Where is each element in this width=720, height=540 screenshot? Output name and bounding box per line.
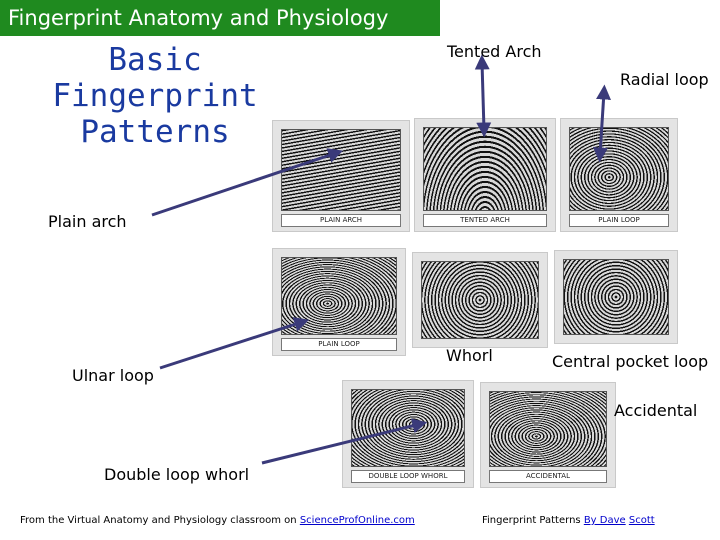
scanned-page-edge <box>652 250 688 500</box>
footer-right-link-scott[interactable]: Scott <box>628 515 655 526</box>
heading-line-1: Basic <box>108 42 202 78</box>
fingerprint-image <box>351 389 465 467</box>
label-radial-loop: Radial loop <box>620 70 709 89</box>
footer-left <box>20 515 415 526</box>
footer-right-link-by[interactable]: By Dave <box>583 515 626 526</box>
card-tented-arch <box>414 118 556 232</box>
label-whorl: Whorl <box>446 346 493 365</box>
slide-title: Fingerprint Anatomy and Physiology <box>8 6 389 30</box>
label-double-loop-whorl: Double loop whorl <box>104 465 250 484</box>
footer-left-text: From the Virtual Anatomy and Physiology classroom on <box>20 515 297 526</box>
label-plain-arch: Plain arch <box>48 212 127 231</box>
card-caption: ACCIDENTAL <box>489 470 607 483</box>
footer-left-link[interactable]: ScienceProfOnline.com <box>299 515 415 526</box>
fingerprint-image <box>421 261 539 339</box>
fingerprint-image <box>281 129 401 211</box>
card-caption: TENTED ARCH <box>423 214 547 227</box>
card-caption: PLAIN LOOP <box>281 338 397 351</box>
footer-right <box>482 515 655 526</box>
card-caption: PLAIN ARCH <box>281 214 401 227</box>
label-central-pocket-loop: Central pocket loop <box>552 352 709 371</box>
fingerprint-image <box>569 127 669 211</box>
label-tented-arch: Tented Arch <box>447 42 542 61</box>
page-heading <box>40 42 270 150</box>
footer-right-text: Fingerprint Patterns <box>482 515 581 526</box>
label-ulnar-loop: Ulnar loop <box>72 366 154 385</box>
card-plain-loop-mid <box>272 248 406 356</box>
card-double-loop-whorl <box>342 380 474 488</box>
card-plain-loop-top <box>560 118 678 232</box>
card-caption: PLAIN LOOP <box>569 214 669 227</box>
label-accidental: Accidental <box>614 401 698 420</box>
card-plain-arch <box>272 120 410 232</box>
fingerprint-image <box>489 391 607 467</box>
card-caption: DOUBLE LOOP WHORL <box>351 470 465 483</box>
card-accidental <box>480 382 616 488</box>
card-whorl <box>412 252 548 348</box>
slide-title-bar <box>0 0 440 36</box>
fingerprint-image <box>423 127 547 211</box>
heading-line-2: Fingerprint <box>52 78 258 114</box>
heading-line-3: Patterns <box>80 114 230 150</box>
fingerprint-image <box>281 257 397 335</box>
